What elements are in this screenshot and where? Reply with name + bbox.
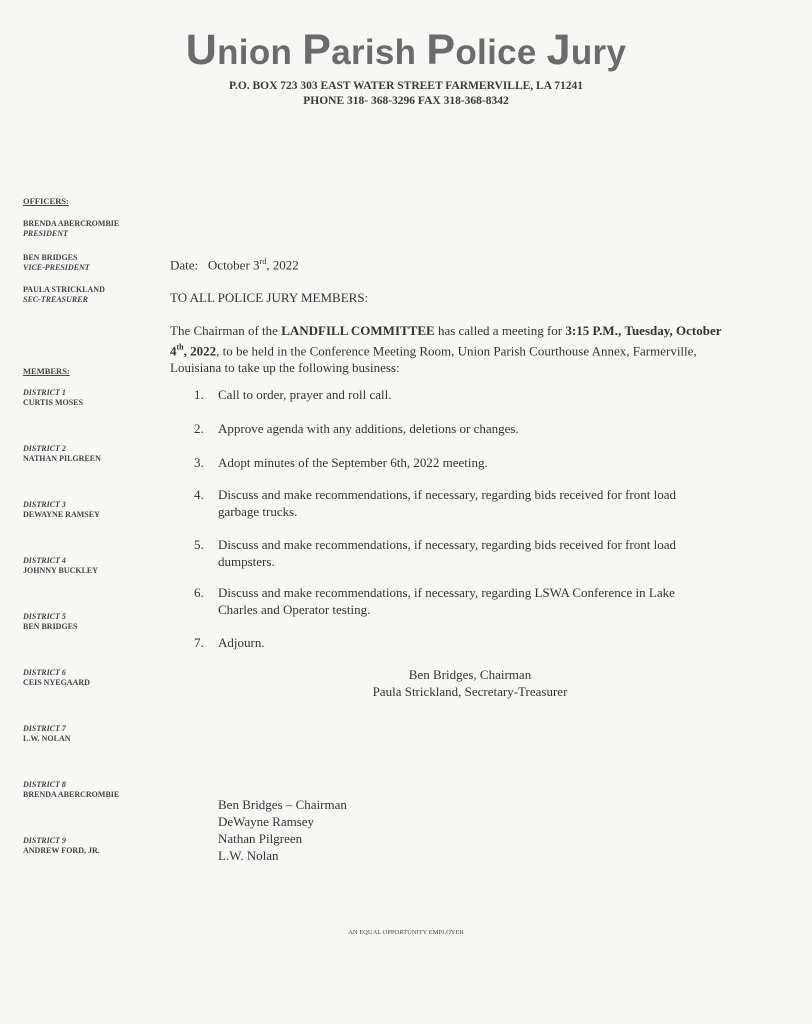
member-district: DISTRICT 1 — [23, 388, 66, 397]
member-entry — [23, 836, 100, 856]
greeting: TO ALL POLICE JURY MEMBERS: — [170, 290, 369, 305]
member-name: L.W. NOLAN — [23, 734, 71, 743]
footer: AN EQUAL OPPORTUNITY EMPLOYER — [348, 929, 464, 936]
para-text: has called a meeting for — [434, 323, 566, 338]
para-text: The Chairman of the — [170, 323, 282, 338]
title-initial: J — [546, 26, 571, 74]
meeting-year: , 2022 — [183, 343, 217, 359]
title-initial: U — [185, 26, 218, 74]
member-entry — [23, 444, 101, 464]
member-name: BRENDA ABERCROMBIE — [23, 790, 120, 799]
member-name: DEWAYNE RAMSEY — [23, 510, 100, 519]
agenda-number: 5. — [194, 537, 204, 552]
member-district: DISTRICT 7 — [23, 724, 66, 733]
title-part: arish — [331, 33, 427, 72]
date-value: October 3 — [207, 257, 260, 273]
agenda-text: Call to order, prayer and roll call. — [218, 387, 392, 402]
agenda-number: 6. — [194, 585, 204, 600]
member-district: DISTRICT 5 — [23, 612, 66, 621]
letterhead-address — [0, 79, 812, 109]
member-name: BEN BRIDGES — [23, 622, 78, 631]
member-district: DISTRICT 4 — [23, 556, 66, 565]
committee-members — [218, 796, 347, 864]
committee-name: LANDFILL COMMITTEE — [281, 323, 435, 338]
phone-line: PHONE 318- 368-3296 FAX 318-368-8342 — [303, 95, 509, 107]
agenda-text: Discuss and make recommendations, if necessary, regarding bids received for front load garbage trucks. — [218, 487, 676, 519]
title-initial: P — [302, 26, 332, 74]
title-part: olice — [455, 33, 547, 72]
member-name: JOHNNY BUCKLEY — [23, 566, 99, 575]
letter-date — [170, 257, 299, 273]
member-name: CEIS NYEGAARD — [23, 678, 90, 687]
meeting-day: Tuesday, October 4 — [170, 323, 722, 359]
agenda-number: 4. — [194, 487, 204, 502]
meeting-time: 3:15 P.M., — [565, 323, 622, 338]
title-part: nion — [217, 33, 303, 72]
address-line: P.O. BOX 723 303 EAST WATER STREET FARMERVILLE, LA 71241 — [228, 80, 584, 92]
title-part: ury — [570, 33, 627, 72]
officer-entry — [23, 219, 119, 239]
title-initial: P — [426, 26, 456, 74]
agenda-text: Adopt minutes of the September 6th, 2022 meeting. — [218, 455, 488, 470]
date-label: Date: — [170, 257, 199, 273]
officer-name: BEN BRIDGES — [23, 253, 78, 262]
member-name: ANDREW FORD, JR. — [23, 846, 100, 855]
signature-block — [320, 666, 620, 700]
agenda-text: Approve agenda with any additions, deletions or changes. — [218, 421, 519, 436]
officer-entry — [23, 285, 105, 305]
member-entry — [23, 388, 83, 408]
officer-role: VICE-PRESIDENT — [23, 263, 90, 272]
member-district: DISTRICT 8 — [23, 780, 66, 789]
date-suffix: rd — [259, 257, 267, 266]
signature-line: Paula Strickland, Secretary-Treasurer — [372, 684, 568, 699]
committee-member: L.W. Nolan — [218, 848, 279, 863]
members-heading: MEMBERS: — [23, 366, 70, 376]
day-suffix: th — [176, 343, 184, 352]
officer-name: PAULA STRICKLAND — [23, 285, 105, 294]
committee-member: Nathan Pilgreen — [218, 831, 303, 846]
member-name: CURTIS MOSES — [23, 398, 83, 407]
agenda-number: 1. — [194, 387, 204, 402]
member-district: DISTRICT 3 — [23, 500, 66, 509]
agenda-text: Adjourn. — [218, 635, 265, 650]
member-entry — [23, 612, 77, 632]
agenda-number: 2. — [194, 421, 204, 436]
signature-line: Ben Bridges, Chairman — [408, 667, 532, 682]
officer-entry — [23, 253, 90, 273]
officer-name: BRENDA ABERCROMBIE — [23, 219, 120, 228]
officer-role: SEC-TREASURER — [23, 295, 88, 304]
member-entry — [23, 668, 90, 688]
member-entry — [23, 500, 100, 520]
agenda-number: 3. — [194, 455, 204, 470]
officers-heading: OFFICERS: — [23, 196, 69, 206]
member-entry — [23, 780, 119, 800]
meeting-paragraph — [170, 322, 730, 376]
committee-member: Ben Bridges – Chairman — [218, 797, 347, 812]
member-name: NATHAN PILGREEN — [23, 454, 101, 463]
member-district: DISTRICT 2 — [23, 444, 66, 453]
member-entry — [23, 556, 98, 576]
date-year: , 2022 — [266, 257, 299, 273]
officer-role: PRESIDENT — [23, 229, 68, 238]
para-text: , to be held in the Conference Meeting Room, Union Parish Courthouse Annex, Farmerville, Louisiana to take up the following business: — [170, 343, 697, 376]
agenda-text: Discuss and make recommendations, if necessary, regarding bids received for front load dumpsters. — [218, 537, 676, 569]
letterhead-title — [0, 26, 812, 75]
member-entry — [23, 724, 71, 744]
agenda-number: 7. — [194, 635, 204, 650]
member-district: DISTRICT 6 — [23, 668, 66, 677]
agenda-text: Discuss and make recommendations, if necessary, regarding LSWA Conference in Lake Charles and Operator testing. — [218, 585, 675, 617]
committee-member: DeWayne Ramsey — [218, 814, 315, 829]
member-district: DISTRICT 9 — [23, 836, 66, 845]
